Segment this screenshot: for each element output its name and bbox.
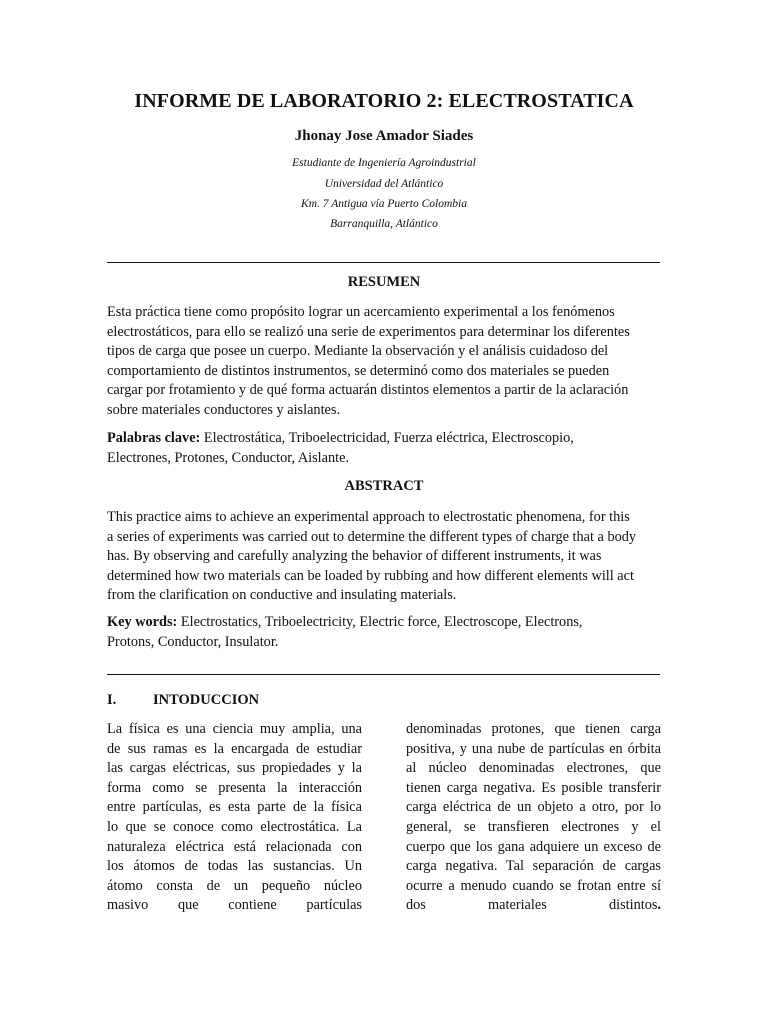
keywords-text: Electrostática, Triboelectricidad, Fuerza eléctrica, Electroscopio, Electrones, Protones, Conductor, Aislante. <box>107 430 574 466</box>
keywords-label: Palabras clave: <box>107 430 201 446</box>
abstract-heading: ABSTRACT <box>344 478 424 494</box>
resumen-keywords <box>107 429 660 468</box>
divider-top <box>107 262 660 263</box>
intro-column-right <box>406 720 661 916</box>
keywords-label: Key words: <box>107 614 178 630</box>
intro-column-left: La física es una ciencia muy amplia, una de sus ramas es la encargada de estudiar las cargas eléctricas, sus propiedades y la forma como se presenta la interacción entre partículas, es esta parte de la física lo que se conoce como electrostática. La naturaleza eléctrica está relacionada con los átomos de todas las sustancias. Un átomo consta de un pequeño núcleo masivo que contiene partículas <box>107 721 362 914</box>
affiliation-line: Estudiante de Ingeniería Agroindustrial <box>292 157 476 169</box>
paper-title: INFORME DE LABORATORIO 2: ELECTROSTATICA <box>134 90 634 112</box>
divider-bottom <box>107 674 660 675</box>
affiliation-line: Barranquilla, Atlántico <box>330 218 438 230</box>
section-heading: INTODUCCION <box>153 692 260 708</box>
abstract-keywords <box>107 613 660 652</box>
intro-column-right-text: denominadas protones, que tienen carga positiva, y una nube de partículas en órbita al núcleo denominadas electrones, que tienen carga negativa. Es posible transferir carga eléctrica de un objeto a otro, por lo general, se transfieren electrones y el cuerpo que los gana adquiere un exceso de carga negativa. Tal separación de cargas ocurre a menudo cuando se frotan entre sí <box>406 721 661 894</box>
keywords-text: Electrostatics, Triboelectricity, Electric force, Electroscope, Electrons, Protons, Conductor, Insulator. <box>107 614 583 650</box>
resumen-text: Esta práctica tiene como propósito lograr un acercamiento experimental a los fenómenos electrostáticos, para ello se realizó una serie de experimentos para determinar los diferentes tipos de carga que posee un cuerpo. Mediante la observación y el análisis cuidadoso del comportamiento de distintos instrumentos, se determinó como dos materiales se pueden cargar por frotamiento y de qué forma actuarán distintos elementos a partir de la aclaración sobre materiales conductores y aislantes. <box>107 304 630 418</box>
section-number: I. <box>107 692 117 708</box>
last-line-text: dos materiales distintos <box>406 897 658 914</box>
affiliation-line: Universidad del Atlántico <box>324 178 444 190</box>
resumen-heading: RESUMEN <box>347 274 421 290</box>
author-name: Jhonay Jose Amador Siades <box>294 128 474 144</box>
abstract-text: This practice aims to achieve an experimental approach to electrostatic phenomena, for this a series of experiments was carried out to determine the different types of charge that a body has. By observing and carefully analyzing the behavior of different instruments, it was determined how two materials can be loaded by rubbing and how different elements will act from the clarification on conductive and insulating materials. <box>107 509 637 604</box>
affiliation-line: Km. 7 Antigua vía Puerto Colombia <box>301 198 467 210</box>
intro-column-right-last-line <box>406 896 661 916</box>
period-bold: . <box>657 897 661 914</box>
